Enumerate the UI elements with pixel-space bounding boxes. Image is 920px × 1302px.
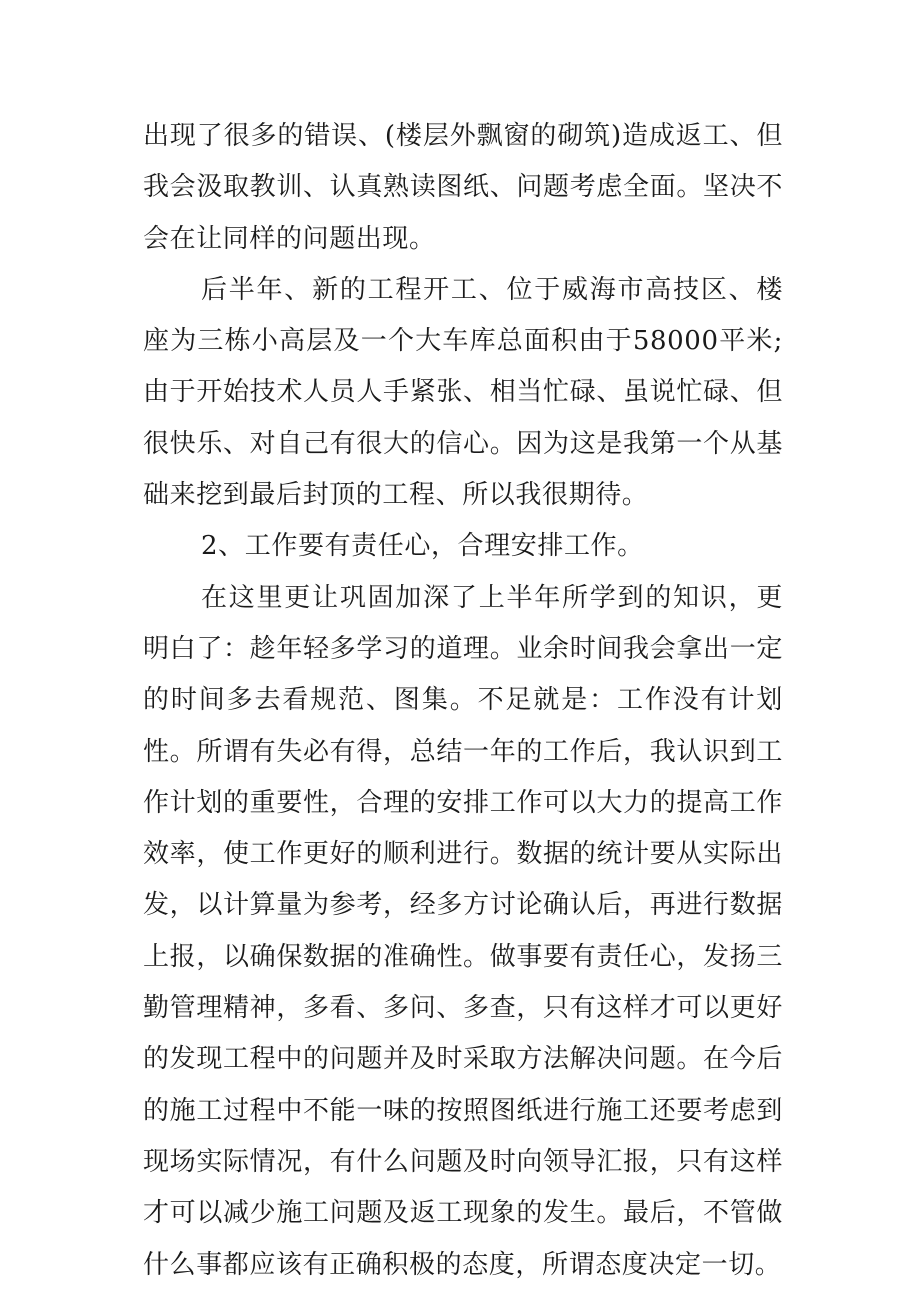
paragraph-continuation: 出现了很多的错误、(楼层外飘窗的砌筑)造成返工、但我会汲取教训、认真熟读图纸、问题考虑全面。坚决不会在让同样的问题出现。 [143,121,783,254]
paragraph-reflection: 在这里更让巩固加深了上半年所学到的知识，更明白了：趁年轻多学习的道理。业余时间我会拿出一定的时间多去看规范、图集。不足就是：工作没有计划性。所谓有失必有得，总结一年的工作后，我认识到工作计划的重要性，合理的安排工作可以大力的提高工作效率，使工作更好的顺利进行。数据的统计要从实际出发，以计算量为参考，经多方讨论确认后，再进行数据上报，以确保数据的准确性。做事要有责任心，发扬三勤管理精神，多看、多问、多查，只有这样才可以更好的发现工程中的问题并及时采取方法解决问题。在今后的施工过程中不能一味的按照图纸进行施工还要考虑到现场实际情况，有什么问题及时向领导汇报，只有这样才可以减少施工问题及返工现象的发生。最后，不管做什么事都应该有正确积极的态度，所谓态度决定一切。 [143,582,783,1280]
document-body [143,111,783,1291]
paragraph-second-half-year: 后半年、新的工程开工、位于威海市高技区、楼座为三栋小高层及一个大车库总面积由于58000平米;由于开始技术人员人手紧张、相当忙碌、虽说忙碌、但很快乐、对自己有很大的信心。因为这是我第一个从基础来挖到最后封顶的工程、所以我很期待。 [143,274,783,511]
section-heading-responsibility: 2、工作要有责任心，合理安排工作。 [201,531,644,562]
